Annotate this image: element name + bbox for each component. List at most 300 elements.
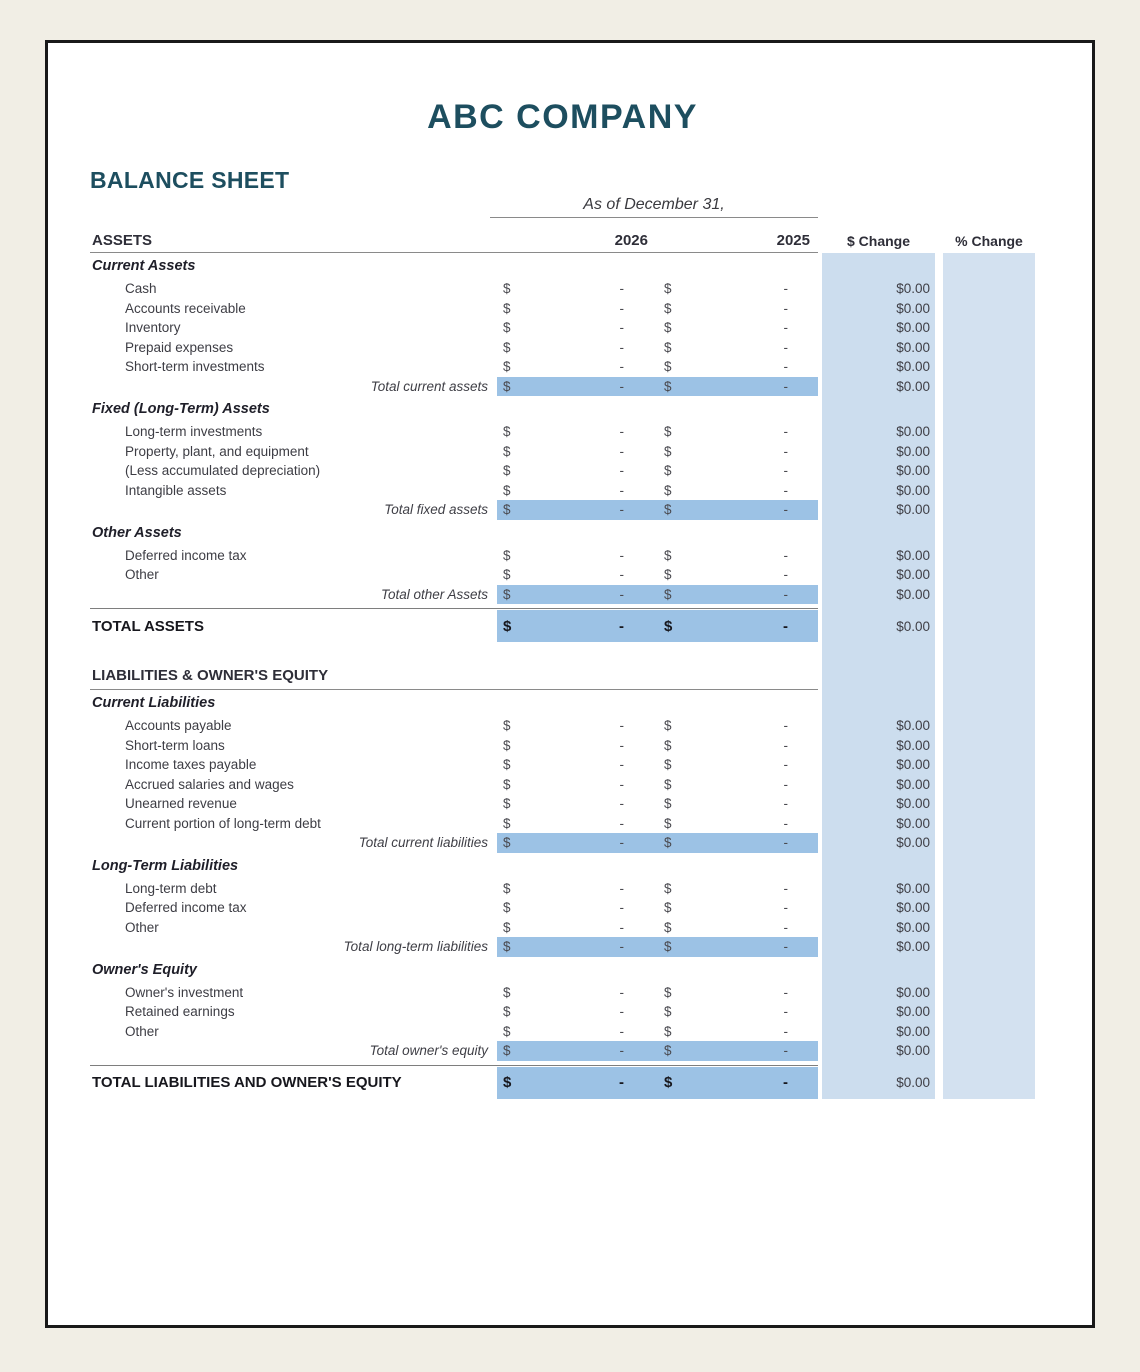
percent-change-cell: [943, 736, 1035, 756]
total-label: Total current assets: [370, 378, 488, 394]
dash-value: -: [783, 835, 788, 851]
item-row: [90, 461, 1035, 481]
year2-cell: [650, 520, 818, 546]
row-label: Retained earnings: [125, 1004, 235, 1020]
year2-cell: [650, 736, 818, 756]
item-row: [90, 442, 1035, 462]
dollar-sign: $: [503, 984, 511, 1000]
dollar-sign: $: [664, 463, 672, 479]
dash-value: -: [619, 547, 624, 563]
percent-change-cell: [943, 1022, 1035, 1042]
year2-cell: [650, 461, 818, 481]
year1-cell: [497, 755, 650, 775]
year1-cell: [497, 585, 650, 605]
percent-change-cell: [943, 814, 1035, 834]
percent-change-cell: [943, 755, 1035, 775]
dollar-sign: $: [503, 737, 511, 753]
year1-cell: [497, 660, 650, 690]
year2-cell: [650, 396, 818, 422]
year1-cell: [497, 1002, 650, 1022]
year1-cell: [497, 1041, 650, 1061]
dash-value: -: [619, 320, 624, 336]
year1-cell: [497, 338, 650, 358]
column-gap: [935, 1002, 943, 1022]
year2-cell: [650, 422, 818, 442]
dollar-sign: $: [503, 378, 511, 394]
year2-cell: [650, 1002, 818, 1022]
dash-value: -: [619, 502, 624, 518]
column-gap: [935, 279, 943, 299]
dollar-sign: $: [503, 1043, 511, 1059]
year1-cell: [497, 957, 650, 983]
row-label: (Less accumulated depreciation): [125, 463, 321, 479]
percent-change-cell: [943, 1067, 1035, 1099]
year2-cell: [650, 1067, 818, 1099]
item-row: [90, 983, 1035, 1003]
dash-value: -: [783, 547, 788, 563]
column-gap: [935, 461, 943, 481]
row-label: Unearned revenue: [125, 796, 237, 812]
year1-cell: [497, 918, 650, 938]
dash-value: -: [619, 815, 624, 831]
year1-cell: [497, 299, 650, 319]
dash-value: -: [783, 919, 788, 935]
dollar-sign: $: [664, 424, 672, 440]
column-gap: [935, 755, 943, 775]
item-row: [90, 736, 1035, 756]
year1-cell: [497, 716, 650, 736]
year1-cell: [497, 357, 650, 377]
percent-change-cell: [943, 396, 1035, 422]
total-liabilities-equity-label: TOTAL LIABILITIES AND OWNER'S EQUITY: [92, 1074, 402, 1091]
year2-cell: [650, 253, 818, 279]
percent-change-cell: [943, 318, 1035, 338]
dollar-sign: $: [664, 339, 672, 355]
dollar-sign: $: [664, 835, 672, 851]
year1-cell: [497, 879, 650, 899]
item-row: [90, 279, 1035, 299]
dollar-change-cell: $0.00: [896, 1004, 930, 1020]
dash-value: -: [783, 359, 788, 375]
dollar-change-cell: $0.00: [896, 618, 930, 634]
dash-value: -: [619, 1004, 624, 1020]
total-row: [90, 1041, 1035, 1061]
dollar-change-cell: $0.00: [896, 567, 930, 583]
year1-cell: [497, 442, 650, 462]
dollar-sign: $: [503, 1023, 511, 1039]
year1-cell: [497, 1022, 650, 1042]
year2-cell: [650, 853, 818, 879]
dollar-change-cell: $0.00: [896, 463, 930, 479]
item-row: [90, 879, 1035, 899]
column-gap: [935, 1041, 943, 1061]
percent-change-cell: [943, 546, 1035, 566]
year1-cell: [497, 377, 650, 397]
dash-value: -: [619, 281, 624, 297]
column-gap: [935, 585, 943, 605]
dollar-change-cell: $0.00: [896, 984, 930, 1000]
total-row: [90, 500, 1035, 520]
year1-cell: [497, 565, 650, 585]
column-gap: [935, 853, 943, 879]
dollar-sign: $: [503, 919, 511, 935]
dash-value: -: [619, 443, 624, 459]
year2-cell: [650, 338, 818, 358]
dollar-sign: $: [503, 359, 511, 375]
year1-cell: [497, 983, 650, 1003]
year2-cell: [650, 957, 818, 983]
dollar-change-cell: $0.00: [896, 586, 930, 602]
dash-value: -: [783, 757, 788, 773]
dollar-sign: $: [503, 835, 511, 851]
dollar-change-cell: $0.00: [896, 320, 930, 336]
item-row: [90, 775, 1035, 795]
year2-cell: [650, 898, 818, 918]
year1-cell: [497, 833, 650, 853]
year1-cell: [497, 253, 650, 279]
column-gap: [935, 1067, 943, 1099]
dash-value: -: [783, 900, 788, 916]
year2-cell: [650, 299, 818, 319]
column-gap: [935, 377, 943, 397]
dollar-sign: $: [664, 737, 672, 753]
percent-change-cell: [943, 299, 1035, 319]
column-gap: [935, 736, 943, 756]
section-title: Other Assets: [92, 524, 182, 541]
percent-change-cell: [943, 716, 1035, 736]
percent-change-cell: [943, 937, 1035, 957]
balance-sheet-page: [45, 40, 1095, 1328]
column-gap: [935, 226, 943, 249]
page-content: [48, 98, 1035, 1099]
row-label: Other: [125, 919, 159, 935]
dollar-change-cell: $0.00: [896, 815, 930, 831]
dash-value: -: [619, 359, 624, 375]
dash-value: -: [619, 567, 624, 583]
percent-change-cell: [943, 1002, 1035, 1022]
dollar-sign: $: [503, 880, 511, 896]
dollar-change-cell: [822, 853, 935, 879]
year1-header: 2026: [614, 232, 648, 249]
dollar-sign: $: [664, 900, 672, 916]
dollar-sign: $: [503, 443, 511, 459]
percent-change-header: % Change: [955, 233, 1023, 249]
dash-value: -: [783, 300, 788, 316]
percent-change-cell: [943, 442, 1035, 462]
year2-cell: [650, 279, 818, 299]
year2-cell: [650, 585, 818, 605]
dollar-sign: $: [664, 776, 672, 792]
column-gap: [935, 716, 943, 736]
column-gap: [935, 546, 943, 566]
year1-cell: [497, 461, 650, 481]
dollar-change-cell: $0.00: [896, 880, 930, 896]
dash-value: -: [783, 586, 788, 602]
dollar-sign: $: [664, 567, 672, 583]
dollar-change-cell: $0.00: [896, 378, 930, 394]
divider-line: [90, 608, 818, 609]
dash-value: -: [619, 378, 624, 394]
dash-value: -: [783, 815, 788, 831]
dash-value: -: [619, 796, 624, 812]
total-label: Total current liabilities: [358, 835, 488, 851]
column-gap: [935, 690, 943, 716]
dollar-change-cell: $0.00: [896, 737, 930, 753]
total-row: [90, 585, 1035, 605]
divider-line: [90, 1065, 818, 1066]
section-title: Current Liabilities: [92, 695, 216, 711]
percent-change-cell: [943, 585, 1035, 605]
row-label: Owner's investment: [125, 984, 244, 1000]
percent-change-cell: [943, 610, 1035, 642]
percent-change-cell: [943, 357, 1035, 377]
year1-cell: [497, 794, 650, 814]
section-title: Current Assets: [92, 258, 196, 274]
dollar-sign: $: [664, 1004, 672, 1020]
item-row: [90, 481, 1035, 501]
year2-cell: [650, 610, 818, 642]
dash-value: -: [619, 586, 624, 602]
sheet-body: [90, 253, 1035, 1099]
percent-change-cell: [943, 338, 1035, 358]
year1-cell: [497, 500, 650, 520]
dash-value: -: [783, 718, 788, 734]
assets-header: ASSETS: [92, 232, 153, 249]
dollar-sign: $: [664, 617, 673, 635]
row-label: Deferred income tax: [125, 900, 247, 916]
item-row: [90, 716, 1035, 736]
dollar-change-cell: $0.00: [896, 757, 930, 773]
percent-change-cell: [943, 253, 1035, 279]
dollar-sign: $: [503, 339, 511, 355]
dollar-change-cell: $0.00: [896, 796, 930, 812]
item-row: [90, 546, 1035, 566]
dollar-sign: $: [503, 1074, 512, 1091]
year2-cell: [650, 937, 818, 957]
year1-cell: [497, 481, 650, 501]
year1-cell: [497, 814, 650, 834]
percent-change-cell: [943, 957, 1035, 983]
year1-cell: [497, 546, 650, 566]
year2-cell: [650, 660, 818, 690]
dollar-sign: $: [664, 939, 672, 955]
total-liabilities-equity-row: [90, 1067, 1035, 1099]
dollar-sign: $: [664, 1023, 672, 1039]
dollar-sign: $: [503, 900, 511, 916]
dash-value: -: [619, 757, 624, 773]
row-label: Long-term investments: [125, 424, 263, 440]
year1-cell: [497, 937, 650, 957]
item-row: [90, 1002, 1035, 1022]
column-gap: [935, 898, 943, 918]
liabilities-header-row: [90, 660, 1035, 690]
column-header-row: [90, 226, 1035, 253]
row-label: Deferred income tax: [125, 547, 247, 563]
dash-value: -: [783, 939, 788, 955]
percent-change-cell: [943, 690, 1035, 716]
dollar-sign: $: [503, 815, 511, 831]
percent-change-cell: [943, 500, 1035, 520]
percent-change-cell: [943, 520, 1035, 546]
sheet-title: BALANCE SHEET: [90, 167, 290, 193]
total-assets-row: [90, 610, 1035, 642]
dollar-sign: $: [664, 300, 672, 316]
percent-change-cell: [943, 983, 1035, 1003]
year2-cell: [650, 500, 818, 520]
column-gap: [935, 814, 943, 834]
dollar-sign: $: [664, 359, 672, 375]
row-label: Cash: [125, 281, 157, 297]
dollar-sign: $: [664, 796, 672, 812]
dollar-change-cell: $0.00: [896, 1023, 930, 1039]
column-gap: [935, 610, 943, 642]
dash-value: -: [619, 1023, 624, 1039]
dollar-sign: $: [503, 757, 511, 773]
dollar-sign: $: [664, 502, 672, 518]
column-gap: [935, 357, 943, 377]
item-row: [90, 918, 1035, 938]
percent-change-cell: [943, 660, 1035, 690]
year1-cell: [497, 898, 650, 918]
section-header-row: [90, 853, 1035, 879]
item-row: [90, 755, 1035, 775]
dollar-change-cell: $0.00: [896, 718, 930, 734]
dash-value: -: [619, 424, 624, 440]
dollar-change-cell: $0.00: [896, 900, 930, 916]
dollar-sign: $: [664, 718, 672, 734]
dash-value: -: [783, 339, 788, 355]
dash-value: -: [619, 617, 624, 635]
column-gap: [935, 500, 943, 520]
dollar-change-header: $ Change: [846, 233, 910, 249]
dash-value: -: [783, 281, 788, 297]
dash-value: -: [619, 482, 624, 498]
dash-value: -: [619, 776, 624, 792]
column-gap: [935, 318, 943, 338]
dash-value: -: [783, 1074, 788, 1091]
dash-value: -: [783, 984, 788, 1000]
total-label: Total fixed assets: [384, 502, 488, 518]
column-gap: [935, 520, 943, 546]
year2-cell: [650, 983, 818, 1003]
year1-cell: [497, 736, 650, 756]
year1-cell: [497, 279, 650, 299]
year1-cell: [497, 690, 650, 716]
year1-cell: [497, 318, 650, 338]
dollar-sign: $: [503, 939, 511, 955]
year2-cell: [650, 755, 818, 775]
row-label: Prepaid expenses: [125, 339, 234, 355]
percent-change-cell: [943, 279, 1035, 299]
column-gap: [935, 299, 943, 319]
dash-value: -: [783, 567, 788, 583]
year1-cell: [497, 853, 650, 879]
dollar-change-cell: $0.00: [896, 776, 930, 792]
percent-change-cell: [943, 898, 1035, 918]
item-row: [90, 299, 1035, 319]
dash-value: -: [619, 835, 624, 851]
dollar-change-cell: $0.00: [896, 939, 930, 955]
year1-cell: [497, 422, 650, 442]
dash-value: -: [783, 737, 788, 753]
dollar-sign: $: [664, 757, 672, 773]
dollar-change-cell: $0.00: [896, 1043, 930, 1059]
year2-cell: [650, 918, 818, 938]
year2-cell: [650, 318, 818, 338]
dollar-sign: $: [503, 718, 511, 734]
column-gap: [935, 833, 943, 853]
section-header-row: [90, 253, 1035, 279]
item-row: [90, 794, 1035, 814]
dash-value: -: [783, 796, 788, 812]
year2-cell: [650, 794, 818, 814]
item-row: [90, 565, 1035, 585]
dash-value: -: [619, 1043, 624, 1059]
year2-header: 2025: [776, 232, 810, 249]
section-header-row: [90, 520, 1035, 546]
total-assets-label: TOTAL ASSETS: [92, 617, 204, 635]
percent-change-cell: [943, 481, 1035, 501]
dollar-sign: $: [503, 547, 511, 563]
percent-change-cell: [943, 879, 1035, 899]
row-label: Inventory: [125, 320, 181, 336]
item-row: [90, 814, 1035, 834]
dollar-sign: $: [664, 919, 672, 935]
dollar-sign: $: [503, 1004, 511, 1020]
dollar-sign: $: [503, 482, 511, 498]
row-label: Short-term loans: [125, 737, 225, 753]
dollar-sign: $: [503, 281, 511, 297]
dash-value: -: [783, 482, 788, 498]
total-row: [90, 377, 1035, 397]
section-header-row: [90, 957, 1035, 983]
year1-cell: [497, 1067, 650, 1099]
percent-change-cell: [943, 775, 1035, 795]
column-gap: [935, 422, 943, 442]
dollar-sign: $: [664, 1074, 673, 1091]
dash-value: -: [619, 737, 624, 753]
section-header-row: [90, 690, 1035, 716]
dash-value: -: [783, 424, 788, 440]
dollar-change-cell: [822, 690, 935, 716]
total-label: Total owner's equity: [369, 1043, 488, 1059]
year2-cell: [650, 879, 818, 899]
dollar-change-cell: $0.00: [896, 502, 930, 518]
dollar-change-cell: [822, 957, 935, 983]
date-caption-row: [90, 196, 1035, 226]
row-label: Other: [125, 567, 159, 583]
item-row: [90, 1022, 1035, 1042]
dollar-sign: $: [503, 567, 511, 583]
dollar-sign: $: [503, 586, 511, 602]
dollar-sign: $: [664, 815, 672, 831]
row-label: Intangible assets: [125, 482, 227, 498]
total-label: Total other Assets: [380, 586, 488, 602]
year2-cell: [650, 775, 818, 795]
dollar-change-cell: $0.00: [896, 835, 930, 851]
dollar-change-cell: $0.00: [896, 424, 930, 440]
percent-change-cell: [943, 461, 1035, 481]
column-gap: [935, 794, 943, 814]
column-gap: [935, 660, 943, 690]
year1-cell: [497, 610, 650, 642]
section-header-row: [90, 396, 1035, 422]
spacer: [90, 642, 1035, 660]
dash-value: -: [783, 1004, 788, 1020]
dash-value: -: [783, 1023, 788, 1039]
column-gap: [935, 983, 943, 1003]
dollar-sign: $: [503, 776, 511, 792]
